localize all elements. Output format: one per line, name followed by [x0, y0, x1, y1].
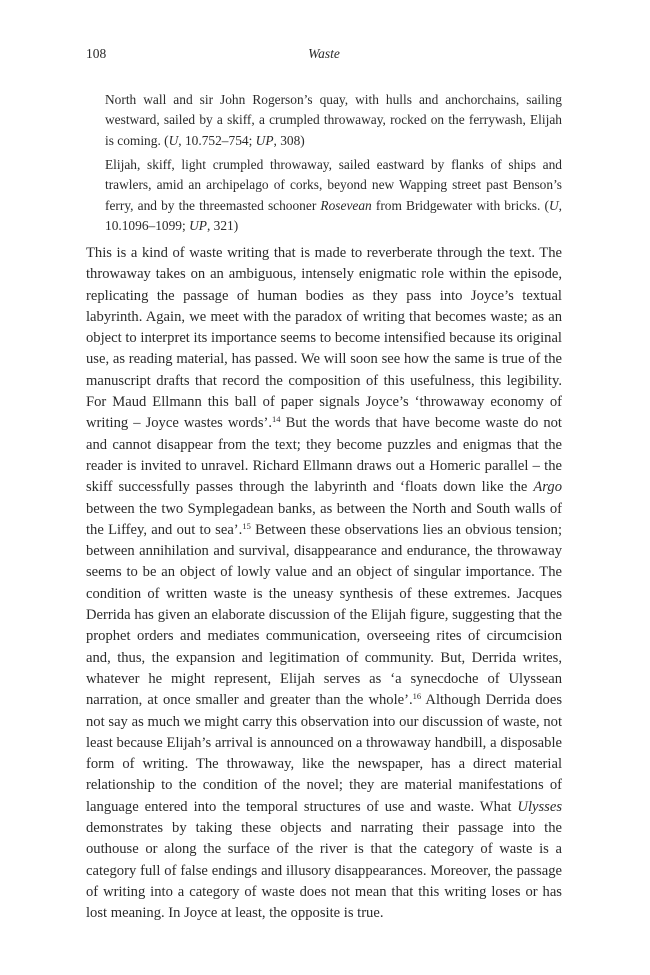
block-quote-1 — [105, 90, 562, 151]
footnote-ref-14[interactable]: 14 — [272, 414, 281, 425]
citation-ulysses: U — [548, 197, 559, 213]
footnote-ref-15[interactable]: 15 — [242, 520, 251, 531]
citation-up: UP — [189, 218, 207, 234]
italic-argo: Argo — [533, 479, 562, 496]
citation-up: UP — [255, 132, 274, 148]
body-text — [86, 243, 562, 925]
page-number: 108 — [86, 46, 107, 61]
running-title: Waste — [308, 46, 340, 61]
body-paragraph: This is a kind of waste writing that is made to reverberate through the text. The throwaway takes on an ambiguous, intensely enigmatic role within the episode, replicating the passage of human bodies as they pass into Joyce’s textual labyrinth. Again, we meet with the paradox of writing that becomes waste; as an object to interpret its importance seems to become intensified because its original use, as reading material, has passed. We will soon see how the same is true of the manuscript drafts that record the composition of this usefulness, this legibility. For Maud Ellmann this ball of paper signals Joyce’s ‘throwaway economy of writing – Joyce wastes words’.$^{14}$ But the words that have become waste do not and cannot disappear from the text; they become puzzles and enigmas that the reader is invited to unravel. Richard Ellmann draws out a Homeric parallel – the skiff successfully passes through the labyrinth and ‘floats down like the Argo between the two Symplegadean banks, as between the North and South walls of the Liffey, and out to sea’.$^{15}$ Between these observations lies an obvious tension; between annihilation and survival, disappearance and endurance, the throwaway seems to be an object of lowly value and an object of singular importance. The condition of written waste is the uneasy synthesis of these extremes. Jacques Derrida has given an elaborate discussion of the Elijah figure, suggesting that the prophet orders and mediates communication, overseeing rites of circumcision and, thus, the expansion and legitimation of community. But, Derrida writes, whatever he might represent, Elijah serves as ‘a synecdoche of Ulyssean narration, at once smaller and greater than the whole’.$^{16}$ Although Derrida does not say as much we might carry this observation into our discussion of waste, not least because Elijah’s arrival is announced on a throwaway handbill, a disposable form of writing. The throwaway, like the newspaper, has a direct material relationship to the condition of the novel; they are material manifestations of language entered into the temporal structures of use and waste. What Ulysses demonstrates by taking these objects and narrating their passage into the outhouse or along the surface of the river is that the category of waste is a category full of false endings and illusory disappearances. Moreover, the passage of writing into a category of waste does not mean that this writing loses or has lost meaning. In Joyce at least, the opposite is true. — [86, 245, 562, 922]
page-header — [86, 46, 562, 64]
block-quote-2-text: Elijah, skiff, light crumpled throwaway, sailed eastward by flanks of ships and trawlers, amid an archipelago of corks, beyond new Wapping street past Benson’s ferry, and by the threemasted schooner Rosevean from Bridgewater with bricks. (U, 10.1096–1099; UP, 321) — [105, 157, 562, 234]
footnote-ref-16[interactable]: 16 — [412, 691, 422, 702]
block-quote-1-text: North wall and sir John Rogerson’s quay, with hulls and anchorchains, sailing westward, sailed by a skiff, a crumpled throwaway, rocked on the ferrywash, Elijah is coming. (U, 10.752–754; UP, 308) — [105, 92, 562, 148]
italic-ulysses: Ulysses — [517, 798, 562, 815]
block-quote-2 — [105, 155, 562, 237]
ship-name: Rosevean — [320, 197, 372, 213]
citation-ulysses: U — [168, 132, 179, 148]
